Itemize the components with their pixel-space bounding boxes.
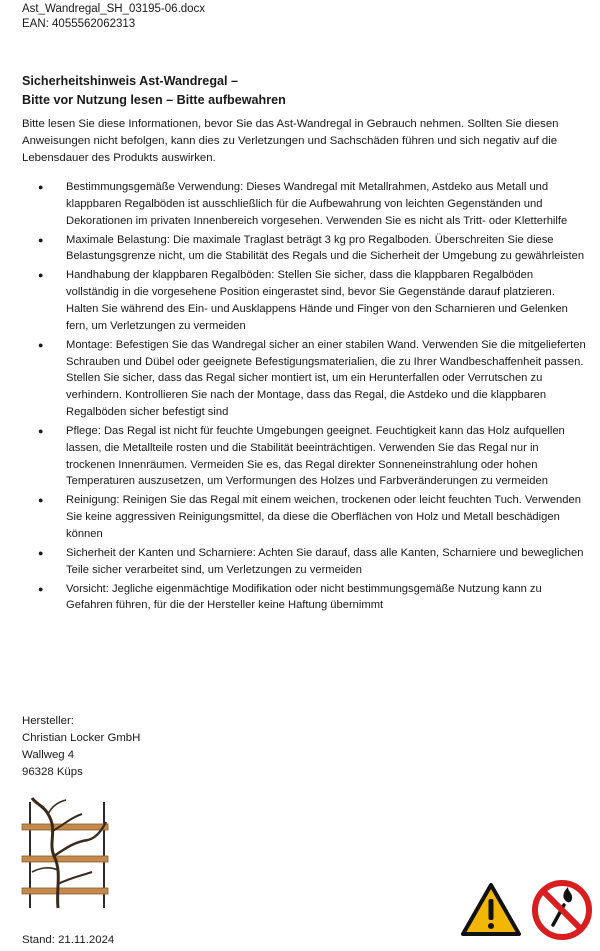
list-item [38,337,588,421]
bullet-icon: ● [38,495,44,506]
manufacturer-block [22,713,140,781]
intro-paragraph: Bitte lesen Sie diese Informationen, bevor Sie das Ast-Wandregal in Gebrauch nehmen. Sollten Sie diesen Anweisungen nicht befolgen, kann dies zu Verletzungen und Sachschäden führen und sich negativ auf die Lebensdauer des Produkts auswirken. [22,118,559,164]
list-item [38,492,588,542]
list-item-text: Maximale Belastung: Die maximale Traglast beträgt 3 kg pro Regalboden. Überschreiten Sie diese Belastungsgrenze nicht, um die Stabilität des Regals und die Sicherheit der Umgebung zu gewährleisten [66,233,585,263]
bullet-icon: ● [38,270,44,281]
revision-date: Stand: 21.11.2024 [22,934,115,946]
bullet-icon: ● [38,234,44,245]
bullet-icon: ● [38,583,44,594]
manufacturer-label: Hersteller: [22,715,74,727]
bullet-icon: ● [38,182,44,192]
list-item [38,232,588,266]
manufacturer-street: Wallweg 4 [22,749,75,761]
safety-instructions-list [38,179,588,616]
title-line-2: Bitte vor Nutzung lesen – Bitte aufbewahren [22,93,286,107]
title-line-1: Sicherheitshinweis Ast-Wandregal – [22,74,239,88]
manufacturer-city: 96328 Küps [22,766,83,778]
list-item-text: Montage: Befestigen Sie das Wandregal sicher an einer stabilen Wand. Verwenden Sie die mitgelieferten Schrauben und Dübel oder geeignete Befestigungsmaterialien, die zu Ihrer Wandbeschaffenheit passen. Stellen Sie sicher, dass das Regal sicher montiert ist, um ein Herunterfallen oder Verrutschen zu verhindern. Kontrollieren Sie nach der Montage, dass das Regal, die Astdeko und die klappbaren Regalböden sicher befestigt sind [66,338,586,418]
document-title [22,72,582,110]
no-open-fire-icon [531,879,593,941]
list-item [38,581,588,615]
bullet-icon: ● [38,339,44,350]
branch-wall-shelf-image [18,792,112,912]
list-item-text: Handhabung der klappbaren Regalböden: Stellen Sie sicher, dass die klappbaren Regalböden vollständig in die vorgesehene Position eingerastet sind, bevor Sie Gegenstände darauf platzieren. Halten Sie während des Ein- und Ausklappens Hände und Finger von den Scharnieren und Gelenken fern, um Verletzungen zu vermeiden [66,269,568,332]
list-item [38,179,588,229]
list-item-text: Vorsicht: Jegliche eigenmächtige Modifikation oder nicht bestimmungsgemäße Nutzung kann zu Gefahren führen, für die der Hersteller keine Haftung übernimmt [66,582,542,612]
list-item-text: Reinigung: Reinigen Sie das Regal mit einem weichen, trockenen oder leicht feuchten Tuch. Verwenden Sie keine aggressiven Reinigungsmittel, da diese die Oberflächen von Holz und Metall beschädigen können [66,494,581,540]
document-meta [22,2,205,32]
ean-number: EAN: 4055562062313 [22,18,136,30]
warning-triangle-icon [460,882,522,938]
list-item-text: Sicherheit der Kanten und Scharniere: Achten Sie darauf, dass alle Kanten, Scharniere und beweglichen Teile sicher verarbeitet sind, um Verletzungen zu vermeiden [66,546,584,576]
bullet-icon: ● [38,425,44,436]
bullet-icon: ● [38,547,44,558]
list-item [38,267,588,334]
list-item-text: Pflege: Das Regal ist nicht für feuchte Umgebungen geeignet. Feuchtigkeit kann das Holz aufquellen lassen, die Metallteile rosten und die Stabilität beeinträchtigen. Verwenden Sie das Regal nur in trockenen Innenräumen. Vermeiden Sie es, das Regal direkter Sonneneinstrahlung oder hohen Temperaturen auszusetzen, um Verformungen des Holzes und Farbveränderungen zu vermeiden [66,424,565,488]
filename: Ast_Wandregal_SH_03195-06.docx [22,3,206,15]
list-item [38,545,588,579]
list-item [38,423,588,490]
manufacturer-company: Christian Locker GmbH [22,732,141,744]
list-item-text: Bestimmungsgemäße Verwendung: Dieses Wandregal mit Metallrahmen, Astdeko aus Metall und klappbaren Regalböden ist ausschließlich für die Aufbewahrung von leichten Gegenständen und Dekorationen im privaten Innenbereich vorgesehen. Verwenden Sie es nicht als Tritt- oder Kletterhilfe [66,181,568,227]
